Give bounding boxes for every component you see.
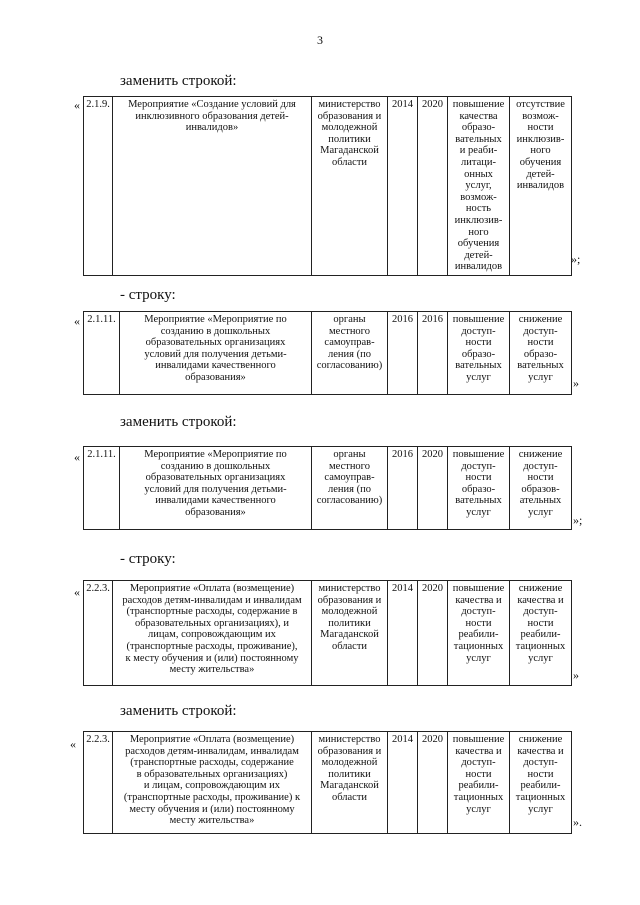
close-quote: ».: [573, 815, 582, 829]
record-table: [83, 580, 572, 686]
row-result: повышение качества образо- вательных и реаби- литаци- онных услуг, возмож- ность инклюзив- ного обучения детей- инвалидов: [448, 97, 510, 276]
row-executor: органы местного самоуправ- ления (по согласованию): [312, 312, 388, 395]
row-executor: органы местного самоуправ- ления (по согласованию): [312, 447, 388, 530]
close-quote: »;: [573, 513, 583, 527]
row-end-year: 2020: [418, 732, 448, 834]
section-heading: заменить строкой:: [120, 414, 237, 430]
row-start-year: 2016: [388, 447, 418, 530]
row-result: повышение качества и доступ- ности реабили- тационных услуг: [448, 581, 510, 686]
row-end-year: 2020: [418, 97, 448, 276]
row-problem: отсутствие возмож- ности инклюзив- ного обучения детей- инвалидов: [510, 97, 572, 276]
row-number: 2.2.3.: [84, 581, 113, 686]
open-quote: «: [74, 314, 80, 328]
row-result: повышение доступ- ности образо- вательных услуг: [448, 312, 510, 395]
row-end-year: 2020: [418, 581, 448, 686]
row-result: повышение качества и доступ- ности реабили- тационных услуг: [448, 732, 510, 834]
table-row: [84, 97, 572, 276]
open-quote: «: [70, 737, 76, 751]
open-quote: «: [74, 98, 80, 112]
close-quote: »: [573, 668, 579, 682]
row-description: Мероприятие «Мероприятие по созданию в дошкольных образовательных организациях условий для получения детьми- инвалидами качественного образования»: [120, 447, 312, 530]
row-start-year: 2014: [388, 97, 418, 276]
table-row: [84, 732, 572, 834]
row-problem: снижение доступ- ности образо- вательных услуг: [510, 312, 572, 395]
section-heading: - строку:: [120, 551, 176, 567]
row-number: 2.1.11.: [84, 447, 120, 530]
row-executor: министерство образования и молодежной политики Магаданской области: [312, 732, 388, 834]
open-quote: «: [74, 585, 80, 599]
row-number: 2.1.11.: [84, 312, 120, 395]
section-heading: заменить строкой:: [120, 703, 237, 719]
table-row: [84, 312, 572, 395]
row-result: повышение доступ- ности образо- вательных услуг: [448, 447, 510, 530]
record-table: [83, 96, 572, 276]
row-problem: снижение качества и доступ- ности реабили- тационных услуг: [510, 732, 572, 834]
row-end-year: 2020: [418, 447, 448, 530]
row-executor: министерство образования и молодежной политики Магаданской области: [312, 97, 388, 276]
row-executor: министерство образования и молодежной политики Магаданской области: [312, 581, 388, 686]
record-table: [83, 731, 572, 834]
row-end-year: 2016: [418, 312, 448, 395]
row-start-year: 2014: [388, 732, 418, 834]
row-number: 2.2.3.: [84, 732, 113, 834]
page-number: 3: [317, 33, 323, 47]
row-start-year: 2014: [388, 581, 418, 686]
table-row: [84, 581, 572, 686]
row-description: Мероприятие «Создание условий для инклюзивного образования детей- инвалидов»: [113, 97, 312, 276]
section-heading: - строку:: [120, 287, 176, 303]
close-quote: »: [573, 376, 579, 390]
row-start-year: 2016: [388, 312, 418, 395]
row-description: Мероприятие «Оплата (возмещение) расходов детям-инвалидам, инвалидам (транспортные расходы, содержание в образовательных организациях) и лицам, сопровождающим их (транспортные расходы, проживание) к месту обучения и (или) постоянному месту жительства»: [113, 732, 312, 834]
row-description: Мероприятие «Мероприятие по созданию в дошкольных образовательных организациях условий для получения детьми- инвалидами качественного образования»: [120, 312, 312, 395]
section-heading: заменить строкой:: [120, 73, 237, 89]
open-quote: «: [74, 450, 80, 464]
record-table: [83, 446, 572, 530]
table-row: [84, 447, 572, 530]
row-problem: снижение доступ- ности образов- ательных услуг: [510, 447, 572, 530]
record-table: [83, 311, 572, 395]
row-problem: снижение качества и доступ- ности реабили- тационных услуг: [510, 581, 572, 686]
row-description: Мероприятие «Оплата (возмещение) расходов детям-инвалидам и инвалидам (транспортные расходы, содержание в образовательных организациях), и лицам, сопровождающим их (транспортные расходы, проживание), к месту обучения и (или) постоянному месту жительства»: [113, 581, 312, 686]
row-number: 2.1.9.: [84, 97, 113, 276]
close-quote: »;: [571, 252, 581, 266]
